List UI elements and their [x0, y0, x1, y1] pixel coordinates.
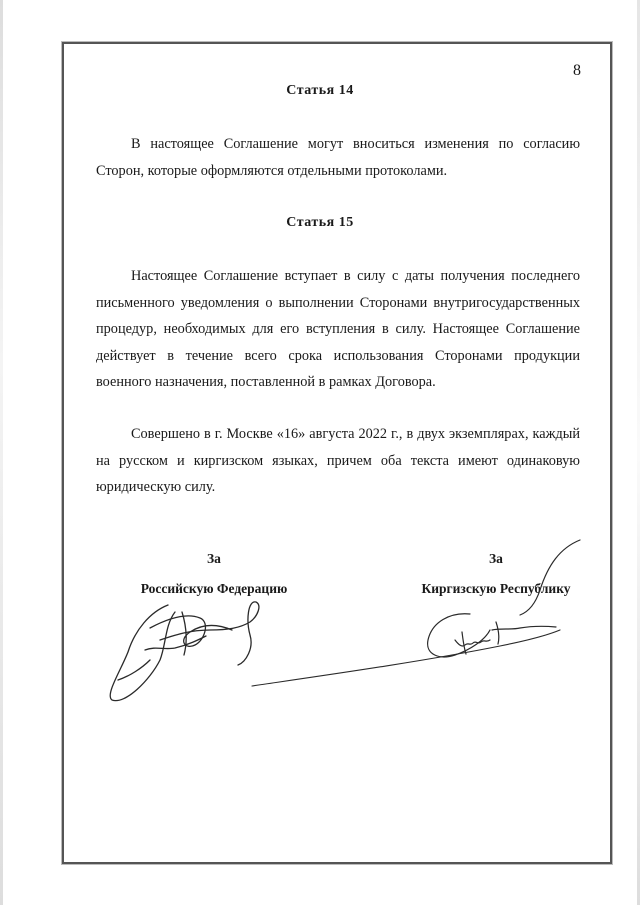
page-number: 8: [573, 62, 581, 79]
scan-edge-left: [0, 0, 3, 905]
signature-party-name: Российскую Федерацию: [140, 581, 288, 596]
signature-for-label: За: [207, 551, 221, 566]
signature-block-russia: [128, 544, 300, 604]
article-15-text: Настоящее Соглашение вступает в силу с даты получения последнего письменного уведомления о выполнении Сторонами внутригосударственных процедур, необходимых для его вступления в силу. Настоящее Соглашение действует в течение всего срока использования Сторонами продукции военного назначения, поставленной в рамках Договора.: [96, 268, 580, 390]
signature-block-kyrgyzstan: [405, 544, 587, 604]
signature-party-name: Киргизскую Республику: [421, 581, 571, 596]
article-14-title: Статья 14: [286, 83, 354, 98]
signature-for-label: За: [489, 551, 503, 566]
done-clause-text: Совершено в г. Москве «16» августа 2022 г., в двух экземплярах, каждый на русском и киргизском языках, причем оба текста имеют одинаковую юридическую силу.: [96, 426, 580, 495]
article-15-title: Статья 15: [286, 215, 354, 230]
article-14-text: В настоящее Соглашение могут вноситься изменения по согласию Сторон, которые оформляются отдельными протоколами.: [96, 136, 580, 179]
